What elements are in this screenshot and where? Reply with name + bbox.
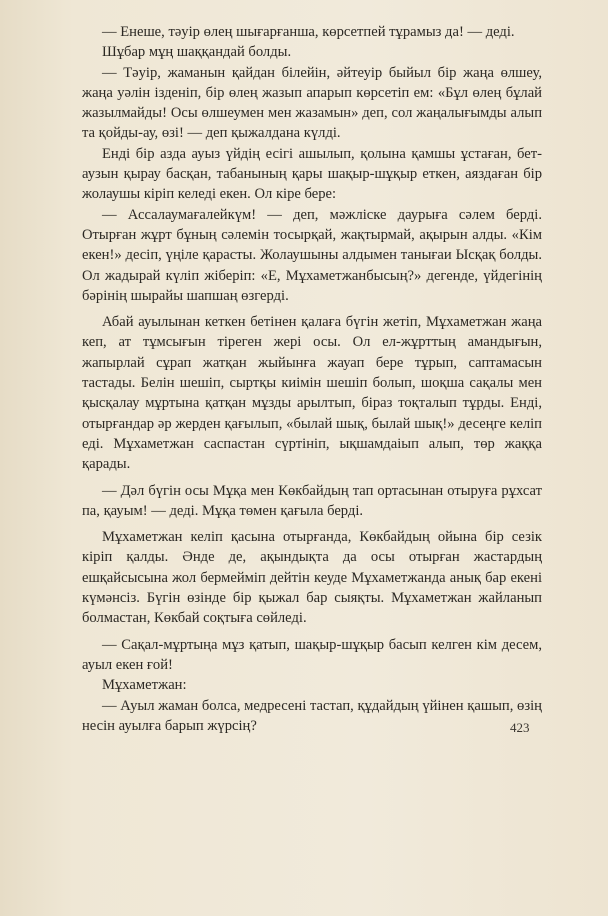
paragraph: Шұбар мұң шаққандай болды. — [102, 44, 292, 61]
paragraph: Абай ауылынан кеткен бетінен қалаға бүгін жетіп, Мұхаметжан жаңа кеп, ат тұмсығын тіреген жері осы. Ол ел-жұрттың амандығын, жапырлай сұрап жатқан жыйынға жауап бере тұрып, саптамасын тастады. Белін шешіп, сыртқы киімін шешіп болып, шоқша сақалы мен қысқалау мұртына қатқан мұзды арылтып, біраз тоқталып тұрды. Енді, отырғандар әр жерден қағылып, «былай шық, былай шық!» десеңге келіп еді. Мұхаметжан саспастан сүртініп, ықшамдаіып алып, төр жаққа қарады. — [82, 314, 542, 473]
paragraph: — Ауыл жаман болса, медресені тастап, құдайдың үйінен қашып, өзің несін ауылға барып жүрсің? — [82, 697, 542, 734]
paragraph: — Сақал-мұртыңа мұз қатып, шақыр-шұқыр басып келген кім десем, ауыл екен ғой! — [82, 636, 542, 673]
paragraph: — Ассалаумағалейкүм! — деп, мәжліске даурыға сәлем берді. Отырған жұрт бұның сәлемін тосырқай, жақтырмай, ақырын алды. «Кім екен!» десіп, үңіле қарасты. Жолаушыны алдымен танығаи Ысқақ болды. Ол жадырай күліп жіберіп: «Е, Мұхаметжанбысың?» дегенде, үйдегінің бәрінің шырайы шапшаң өзгерді. — [82, 206, 542, 304]
paragraph: Мұхаметжан: — [102, 677, 187, 694]
paragraph: — Енеше, тәуір өлең шығарғанша, көрсетпей тұрамыз да! — деді. — [102, 24, 515, 40]
paragraph: Енді бір азда ауыз үйдің есігі ашылып, қолына қамшы ұстаған, бет-аузын қырау басқан, табанының қары шақыр-шұқыр еткен, аяздаған бір жолаушы кіріп келеді екен. Ол кіре бере: — [82, 145, 542, 203]
page-number: 423 — [510, 720, 530, 735]
paragraph: Мұхаметжан келіп қасына отырғанда, Көкбайдың ойына бір сезік кіріп қалды. Әнде де, ақындықта да осы отырған жастардың ешқайсысына жол бермейміп дейтін кеуде Мұхаметжанда анық бар екені күмәнсіз. Бүгін өзінде бір қыжал бар сыяқты. Мұхаметжан жайланып болмастан, Көкбай соқтыға сөйледі. — [82, 529, 542, 627]
page-text — [82, 22, 542, 736]
paragraph: — Дәл бүгін осы Мұқа мен Көкбайдың тап ортасынан отыруға рұхсат па, қауым! — деді. Мұқа төмен қағыла берді. — [82, 482, 542, 519]
paragraph: — Тәуір, жаманын қайдан білейін, әйтеуір быйыл бір жаңа өлшеу, жаңа уәлін ізденіп, бір өлең жазып апарып көрсетіп ем: «Бұл өлең бұлай жазылмайды! Осы өлшеумен мен жазамын» деп, сол жаңалығымды алып та қойды-ау, өзі! — деп қыжалдана күлді. — [82, 64, 542, 142]
